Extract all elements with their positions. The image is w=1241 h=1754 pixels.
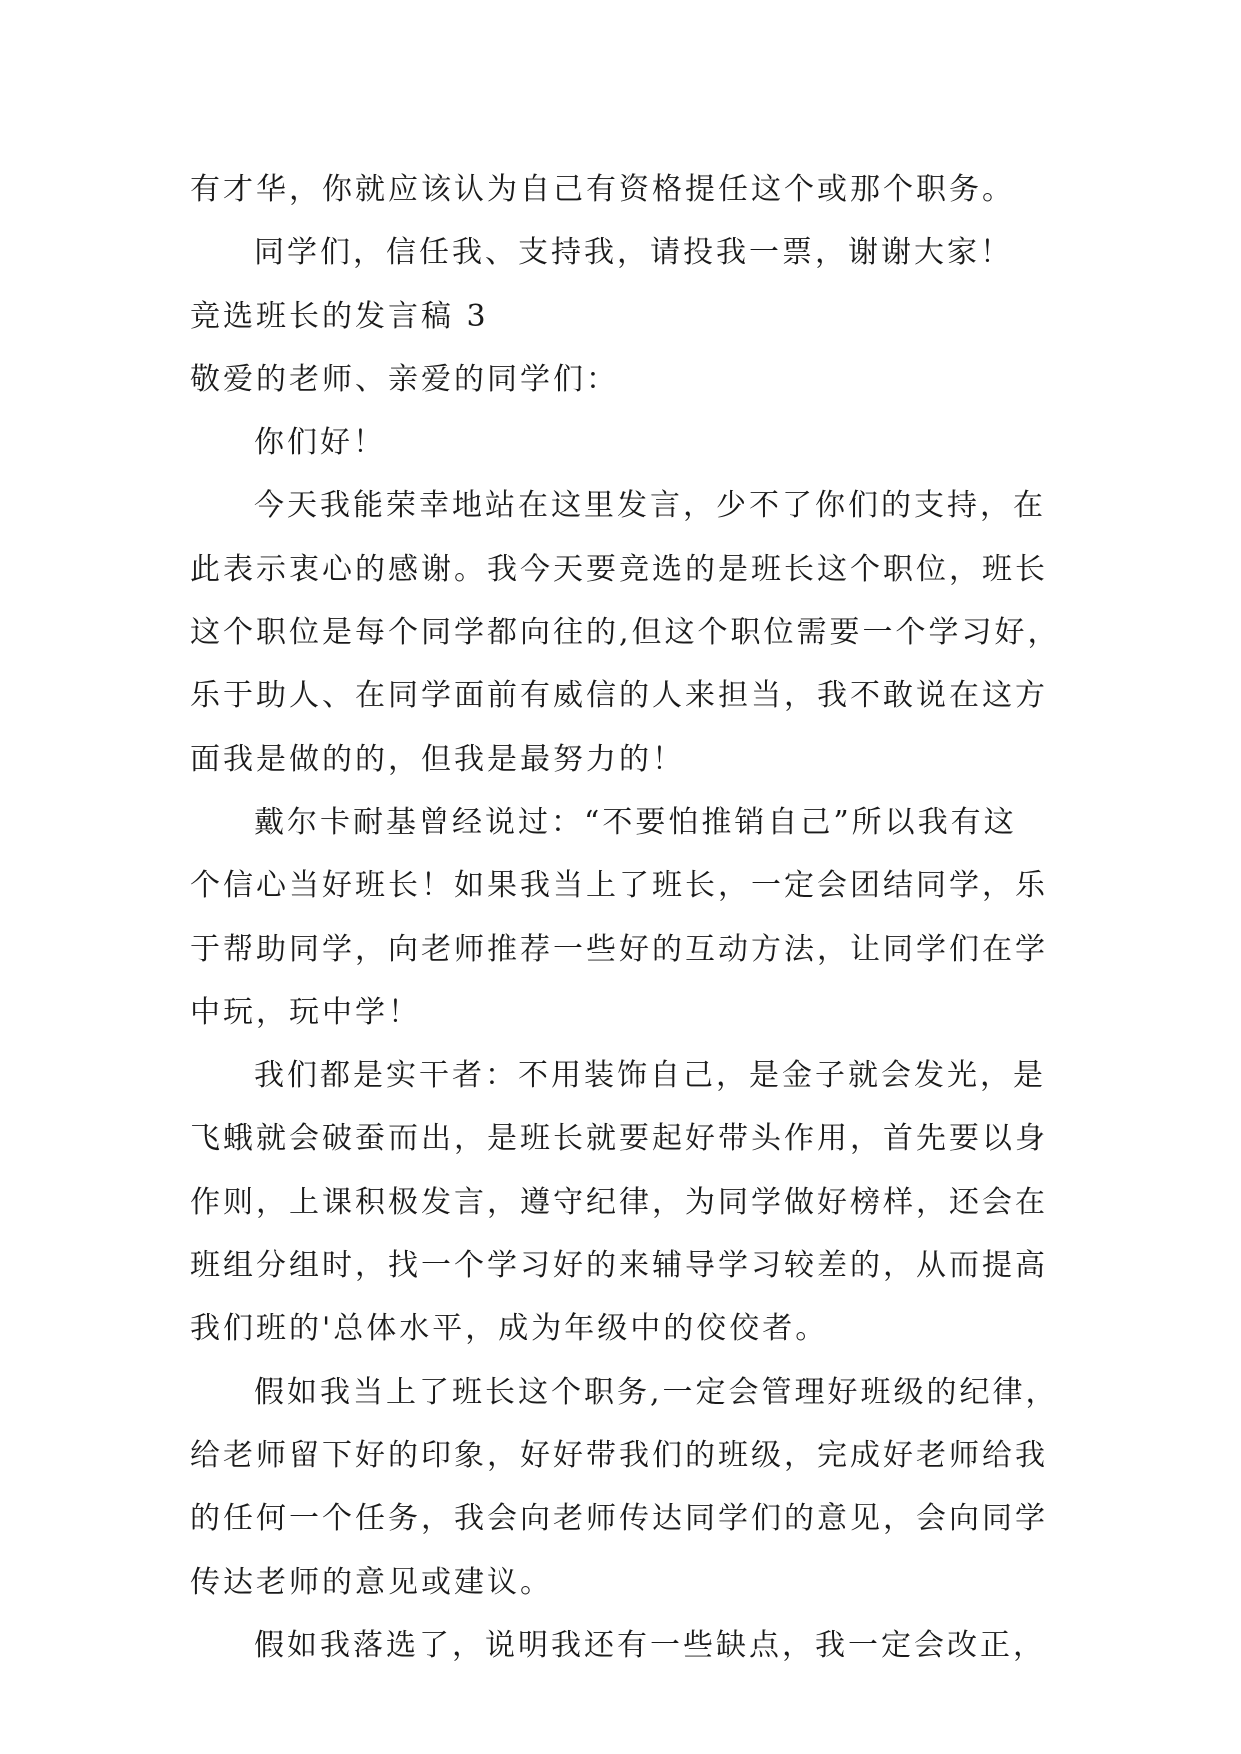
text-line: 今天我能荣幸地站在这里发言，少不了你们的支持，在 <box>254 488 1046 524</box>
greeting <box>190 411 1060 474</box>
text-line: 有才华，你就应该认为自己有资格提任这个或那个职务。 <box>190 172 1015 207</box>
text-line: 假如我落选了，说明我还有一些缺点，我一定会改正， <box>254 1627 1046 1663</box>
text-line: 的任何一个任务，我会向老师传达同学们的意见，会向同学 <box>190 1501 1048 1537</box>
text-line: 面我是做的的，但我是最努力的！ <box>190 741 685 777</box>
text-line: 班组分组时，找一个学习好的来辅导学习较差的，从而提高 <box>190 1248 1048 1284</box>
text-line: 你们好！ <box>254 425 386 461</box>
text-line: 假如我当上了班长这个职务,一定会管理好班级的纪律， <box>254 1374 1059 1410</box>
text-line: 敬爱的老师、亲爱的同学们： <box>190 361 619 397</box>
salutation <box>190 348 1060 411</box>
text-line: 传达老师的意见或建议。 <box>190 1564 553 1600</box>
document-body <box>190 158 1060 1677</box>
text-line: 作则，上课积极发言，遵守纪律，为同学做好榜样，还会在 <box>190 1184 1048 1220</box>
text-line: 个信心当好班长！如果我当上了班长，一定会团结同学，乐 <box>190 868 1048 904</box>
text-line: 给老师留下好的印象，好好带我们的班级，完成好老师给我 <box>190 1437 1048 1473</box>
text-line: 这个职位是每个同学都向往的,但这个职位需要一个学习好， <box>190 615 1061 651</box>
paragraph <box>190 474 1060 790</box>
text-line: 中玩，玩中学！ <box>190 994 421 1030</box>
paragraph <box>190 1361 1060 1614</box>
text-line: 我们都是实干者：不用装饰自己，是金子就会发光，是 <box>254 1058 1046 1094</box>
text-line: 同学们，信任我、支持我，请投我一票，谢谢大家！ <box>254 235 1013 271</box>
text-line: 乐于助人、在同学面前有威信的人来担当，我不敢说在这方 <box>190 678 1048 714</box>
paragraph <box>190 158 1060 221</box>
section-heading <box>190 285 1060 348</box>
text-line: 我们班的'总体水平，成为年级中的佼佼者。 <box>190 1311 829 1347</box>
paragraph <box>190 791 1060 1044</box>
text-line: 飞蛾就会破蚕而出，是班长就要起好带头作用，首先要以身 <box>190 1121 1048 1157</box>
paragraph <box>190 1044 1060 1360</box>
text-line: 于帮助同学，向老师推荐一些好的互动方法，让同学们在学 <box>190 931 1048 967</box>
text-line: 此表示衷心的感谢。我今天要竞选的是班长这个职位，班长 <box>190 551 1048 587</box>
paragraph <box>190 221 1060 284</box>
paragraph <box>190 1614 1060 1677</box>
heading-text: 竞选班长的发言稿 3 <box>190 298 489 334</box>
text-line: 戴尔卡耐基曾经说过：“不要怕推销自己”所以我有这 <box>254 804 1017 840</box>
